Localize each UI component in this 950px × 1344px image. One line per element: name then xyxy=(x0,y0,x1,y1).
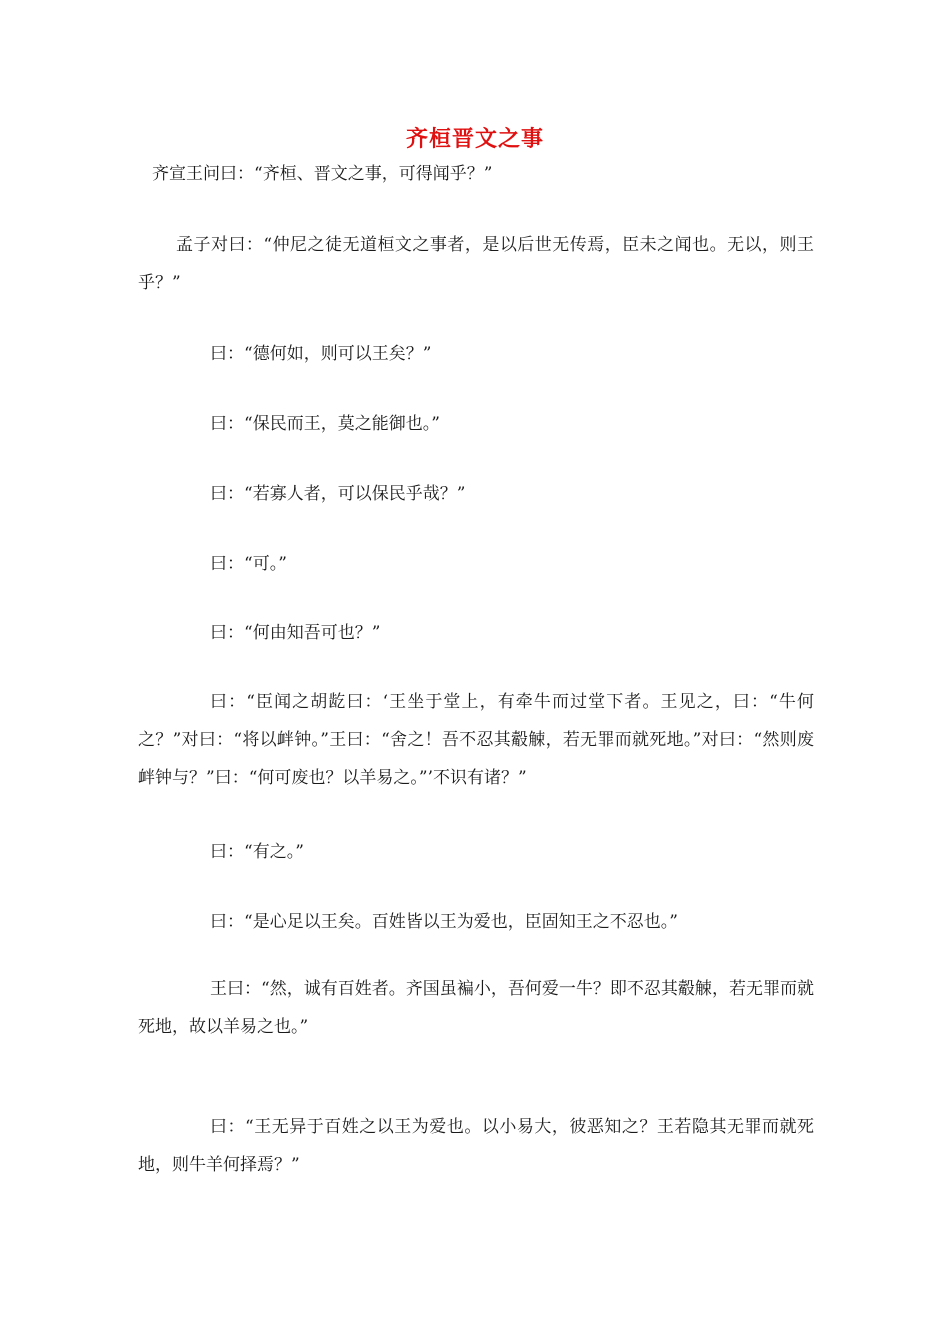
paragraph-7: 曰：“何由知吾可也？” xyxy=(210,623,381,643)
paragraph-3: 曰：“德何如，则可以王矣？” xyxy=(210,344,432,364)
paragraph-1: 齐宣王问曰：“齐桓、晋文之事，可得闻乎？” xyxy=(152,164,493,184)
paragraph-10: 曰：“是心足以王矣。百姓皆以王为爱也，臣固知王之不忍也。” xyxy=(210,912,678,932)
paragraph-8: 曰：“臣闻之胡龁曰：‘王坐于堂上，有牵牛而过堂下者。王见之，曰：“牛何之？”对曰：“将以衅钟。”王曰：“舍之！吾不忍其觳觫，若无罪而就死地。”对曰：“然则废衅钟与？”曰：“何可废也？以羊易之。”’不识有诸？” xyxy=(138,692,814,788)
paragraph-12: 曰：“王无异于百姓之以王为爱也。以小易大，彼恶知之？王若隐其无罪而就死地，则牛羊何择焉？” xyxy=(138,1117,814,1175)
document-title: 齐桓晋文之事 xyxy=(405,127,544,152)
paragraph-2: 孟子对曰：“仲尼之徒无道桓文之事者，是以后世无传焉，臣未之闻也。无以，则王乎？” xyxy=(138,235,814,293)
paragraph-6: 曰：“可。” xyxy=(210,554,287,574)
paragraph-11: 王曰：“然，诚有百姓者。齐国虽褊小，吾何爱一牛？即不忍其觳觫，若无罪而就死地，故以羊易之也。” xyxy=(138,979,814,1037)
paragraph-5: 曰：“若寡人者，可以保民乎哉？” xyxy=(210,484,466,504)
paragraph-9: 曰：“有之。” xyxy=(210,842,304,862)
paragraph-4: 曰：“保民而王，莫之能御也。” xyxy=(210,414,440,434)
